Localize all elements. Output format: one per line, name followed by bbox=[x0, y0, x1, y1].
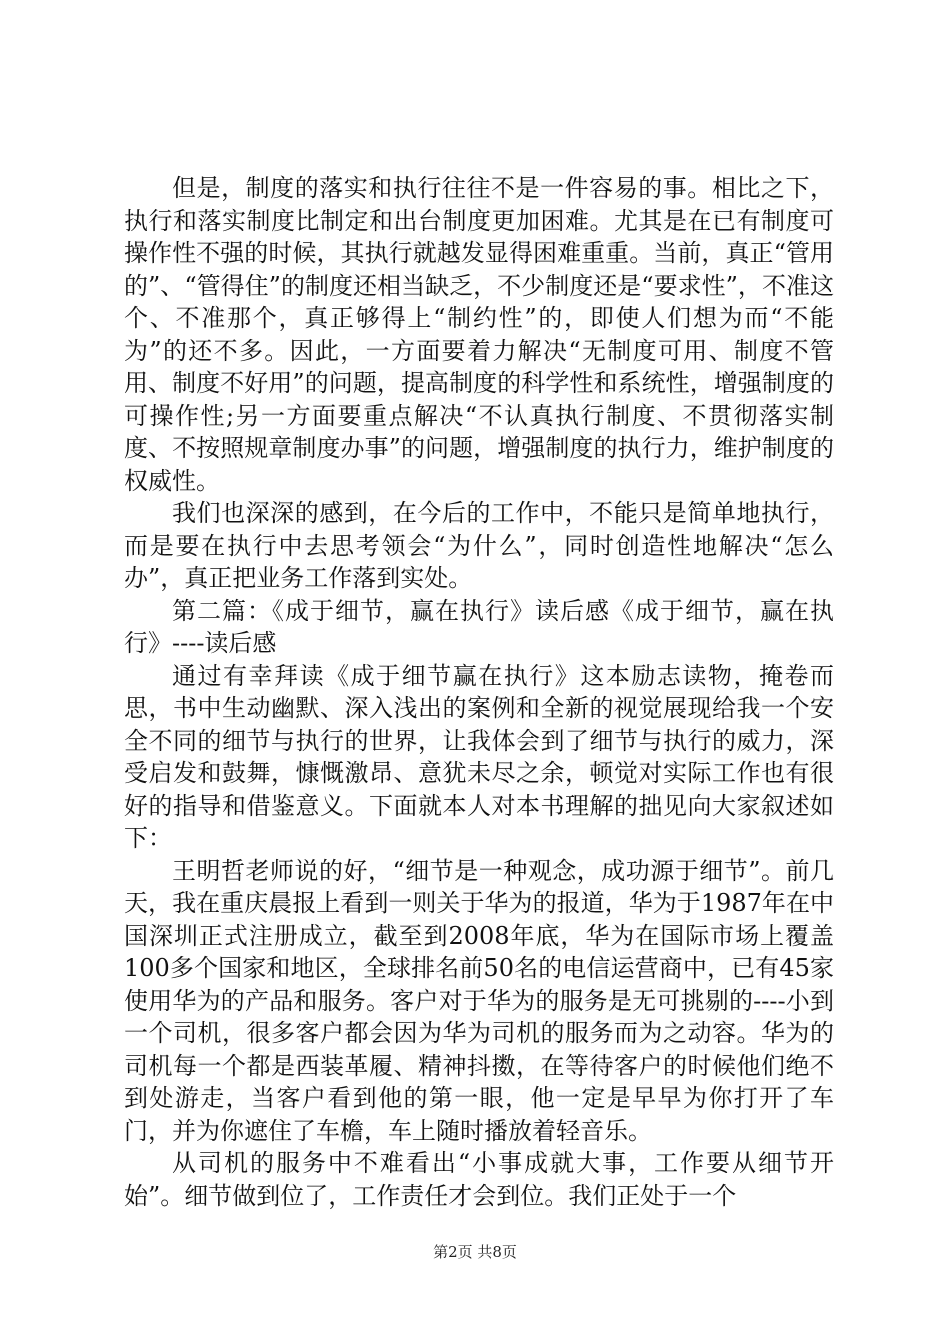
paragraph: 从司机的服务中不难看出“小事成就大事，工作要从细节开始”。细节做到位了，工作责任才会到位。我们正处于一个 bbox=[124, 1149, 834, 1210]
paragraph: 我们也深深的感到，在今后的工作中，不能只是简单地执行，而是要在执行中去思考领会“为什么”，同时创造性地解决“怎么办”，真正把业务工作落到实处。 bbox=[124, 499, 834, 592]
section-heading: 第二篇：《成于细节，赢在执行》读后感《成于细节，赢在执行》----读后感 bbox=[124, 596, 834, 657]
paragraph: 王明哲老师说的好，“细节是一种观念，成功源于细节”。前几天，我在重庆晨报上看到一则关于华为的报道，华为于1987年在中国深圳正式注册成立，截至到2008年底，华为在国际市场上覆盖100多个国家和地区，全球排名前50名的电信运营商中，已有45家使用华为的产品和服务。客户对于华为的服务是无可挑剔的----小到一个司机，很多客户都会因为华为司机的服务而为之动容。华为的司机每一个都是西装革履、精神抖擞，在等待客户的时候他们绝不到处游走，当客户看到他的第一眼，他一定是早早为你打开了车门，并为你遮住了车檐，车上随时播放着轻音乐。 bbox=[124, 856, 834, 1145]
page-footer: 第2页 共8页 bbox=[433, 1243, 517, 1261]
paragraph: 但是，制度的落实和执行往往不是一件容易的事。相比之下，执行和落实制度比制定和出台制度更加困难。尤其是在已有制度可操作性不强的时候，其执行就越发显得困难重重。当前，真正“管用的”、“管得住”的制度还相当缺乏，不少制度还是“要求性”，不准这个、不准那个，真正够得上“制约性”的，即使人们想为而“不能为”的还不多。因此，一方面要着力解决“无制度可用、制度不管用、制度不好用”的问题，提高制度的科学性和系统性，增强制度的可操作性;另一方面要重点解决“不认真执行制度、不贯彻落实制度、不按照规章制度办事”的问题，增强制度的执行力，维护制度的权威性。 bbox=[124, 174, 834, 495]
paragraph: 通过有幸拜读《成于细节赢在执行》这本励志读物，掩卷而思，书中生动幽默、深入浅出的案例和全新的视觉展现给我一个安全不同的细节与执行的世界，让我体会到了细节与执行的威力，深受启发和鼓舞，慷慨激昂、意犹未尽之余，顿觉对实际工作也有很好的指导和借鉴意义。下面就本人对本书理解的拙见向大家叙述如下： bbox=[124, 661, 834, 852]
body-text bbox=[124, 172, 834, 1212]
